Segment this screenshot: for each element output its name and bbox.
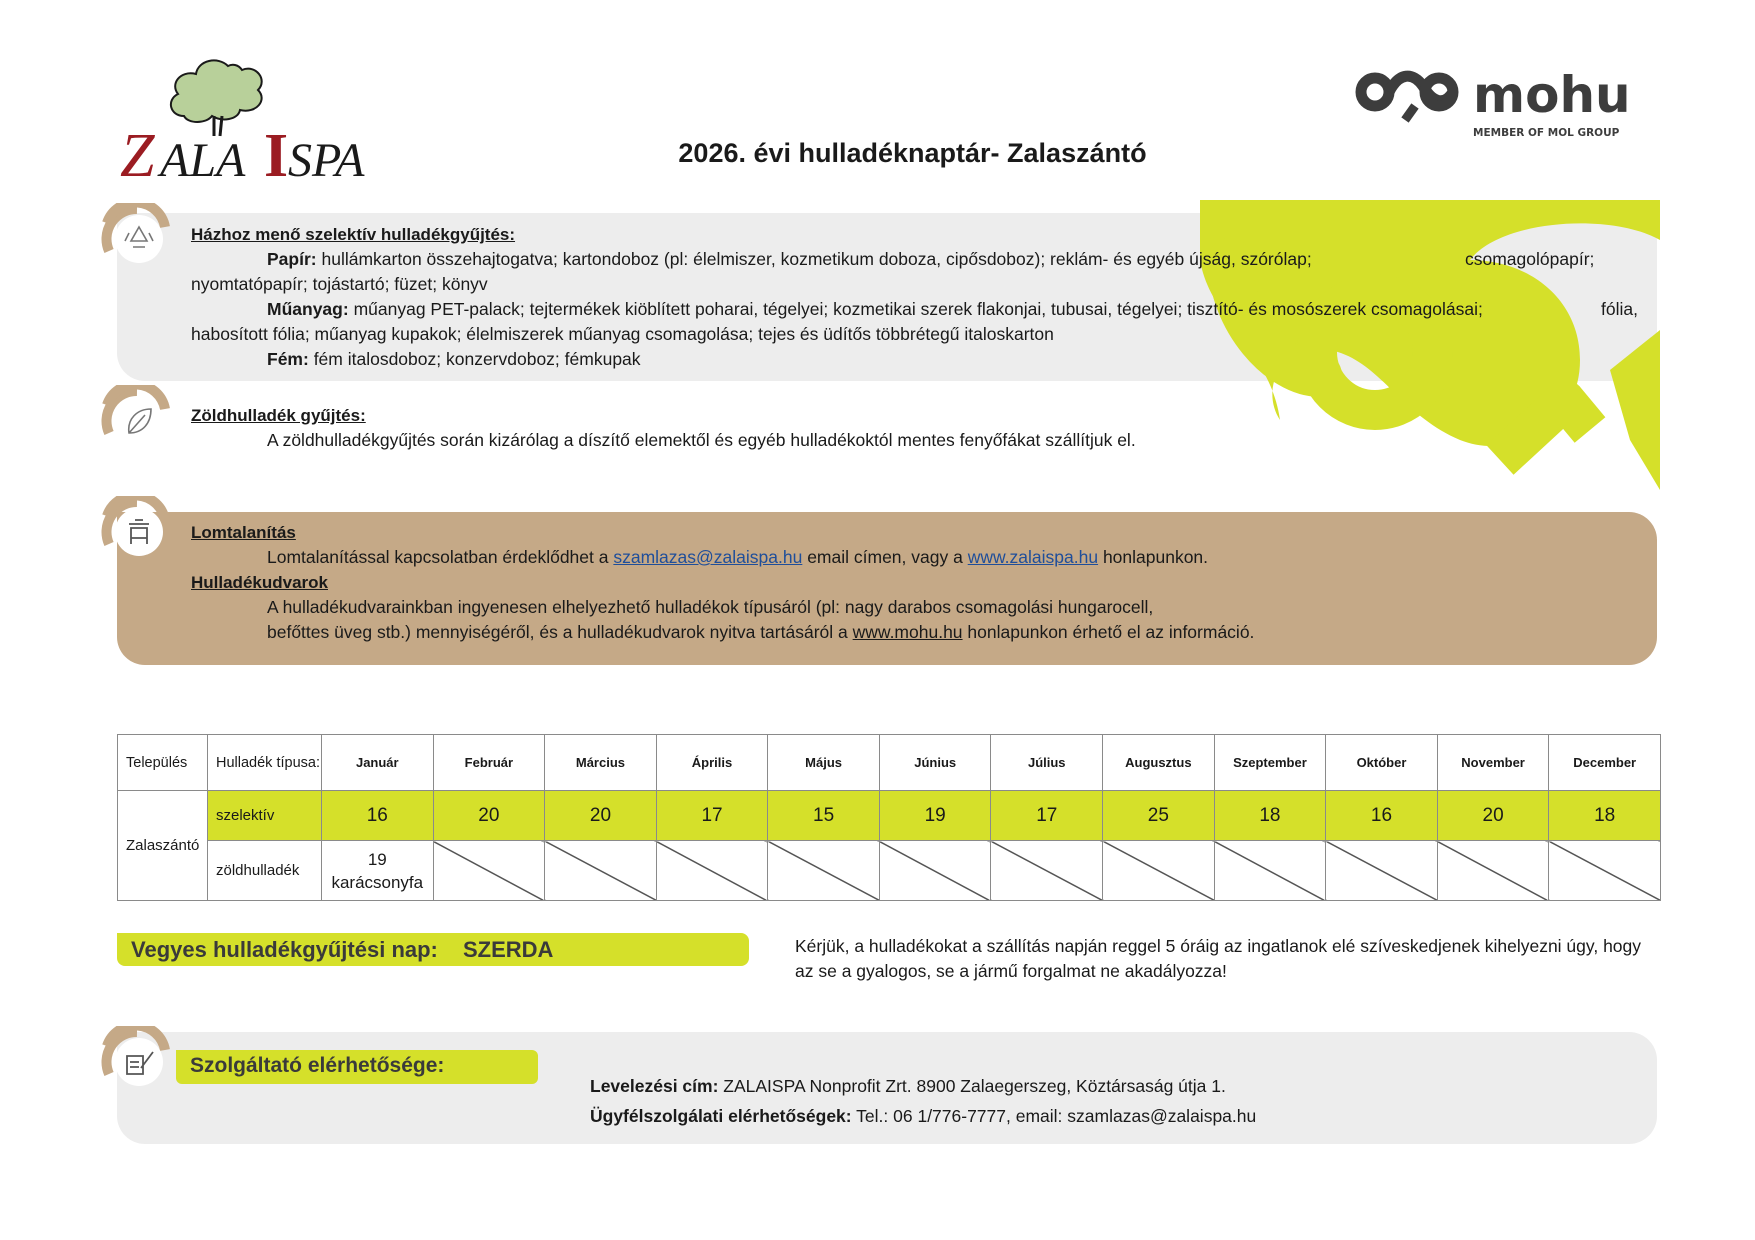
page-title: 2026. évi hulladéknaptár- Zalaszántó bbox=[678, 138, 1147, 168]
mohu-logo bbox=[1355, 60, 1645, 140]
svg-text:ALA: ALA bbox=[160, 134, 246, 186]
empty-cell bbox=[879, 841, 991, 901]
empty-cell bbox=[433, 841, 545, 901]
date-cell: 17 bbox=[656, 791, 768, 841]
bulky-text-middle: email címen, vagy a bbox=[807, 547, 963, 567]
bulky-line bbox=[191, 545, 1641, 570]
empty-cell bbox=[1103, 841, 1215, 901]
svg-text:Z: Z bbox=[120, 122, 155, 186]
empty-cell bbox=[545, 841, 657, 901]
address-value: ZALAISPA Nonprofit Zrt. 8900 Zalaegerszeg, Köztársaság útja 1. bbox=[723, 1076, 1226, 1096]
empty-cell bbox=[656, 841, 768, 901]
date-cell: 15 bbox=[768, 791, 880, 841]
paper-text: hullámkarton összehajtogatva; kartondoboz (pl: élelmiszer, kozmetikum doboza, cipősdoboz); reklám- és egyéb újság, szórólap; bbox=[321, 249, 1312, 269]
address-line bbox=[590, 1071, 1256, 1101]
date-cell: 16 bbox=[1326, 791, 1438, 841]
empty-cell bbox=[1549, 841, 1661, 901]
empty-cell bbox=[991, 841, 1103, 901]
plastic-text-end: fólia, bbox=[1601, 299, 1638, 319]
leaf-icon bbox=[101, 385, 173, 457]
service-value: Tel.: 06 1/776-7777, email: szamlazas@zalaispa.hu bbox=[856, 1106, 1257, 1126]
mixed-waste-day: SZERDA bbox=[463, 937, 554, 962]
mixed-waste-label: Vegyes hulladékgyűjtési nap: bbox=[131, 937, 438, 962]
month-header: Szeptember bbox=[1214, 735, 1326, 791]
bulky-section bbox=[191, 520, 1641, 645]
address-label: Levelezési cím: bbox=[590, 1076, 719, 1096]
metal-text: fém italosdoboz; konzervdoboz; fémkupak bbox=[313, 349, 641, 369]
month-header: Október bbox=[1326, 735, 1438, 791]
bulky-text-after: honlapunkon. bbox=[1102, 547, 1209, 567]
month-header: Január bbox=[322, 735, 434, 791]
selective-section bbox=[191, 222, 1641, 372]
month-header: Április bbox=[656, 735, 768, 791]
green-text: A zöldhulladékgyűjtés során kizárólag a díszítő elemektől és egyéb hulladékoktól mentes fenyőfákat szállítjuk el. bbox=[267, 430, 1136, 450]
month-header: Június bbox=[879, 735, 991, 791]
plastic-label: Műanyag: bbox=[267, 299, 349, 319]
date-cell: 17 bbox=[991, 791, 1103, 841]
month-header: Február bbox=[433, 735, 545, 791]
service-label: Ügyfélszolgálati elérhetőségek: bbox=[590, 1106, 852, 1126]
date-cell: 25 bbox=[1103, 791, 1215, 841]
empty-cell bbox=[1437, 841, 1549, 901]
table-row-selective bbox=[118, 791, 1661, 841]
empty-cell bbox=[768, 841, 880, 901]
waste-type-cell: szelektív bbox=[208, 791, 322, 841]
collection-calendar-table bbox=[117, 734, 1661, 901]
date-cell: 19 bbox=[879, 791, 991, 841]
date-cell: 20 bbox=[433, 791, 545, 841]
yards-text-before: befőttes üveg stb.) mennyiségéről, és a hulladékudvarok nyitva tartásáról a bbox=[267, 622, 848, 642]
metal-label: Fém: bbox=[267, 349, 309, 369]
month-header: Május bbox=[768, 735, 880, 791]
month-header: November bbox=[1437, 735, 1549, 791]
plastic-line-2: habosított fólia; műanyag kupakok; élelmiszerek műanyag csomagolása; tejes és üdítős többrétegű italoskarton bbox=[191, 324, 1054, 344]
svg-text:I: I bbox=[264, 122, 289, 186]
date-cell: 16 bbox=[322, 791, 434, 841]
month-header: Augusztus bbox=[1103, 735, 1215, 791]
metal-line bbox=[191, 347, 1641, 372]
date-cell: 20 bbox=[1437, 791, 1549, 841]
date-cell: 18 bbox=[1549, 791, 1661, 841]
date-cell: 19 karácsonyfa bbox=[322, 841, 434, 901]
green-heading: Zöldhulladék gyűjtés: bbox=[191, 406, 366, 425]
contact-heading: Szolgáltató elérhetősége: bbox=[190, 1054, 445, 1077]
recycle-icon bbox=[101, 203, 173, 275]
month-header: Július bbox=[991, 735, 1103, 791]
plastic-line bbox=[191, 297, 1641, 322]
svg-text:MEMBER OF MOL GROUP: MEMBER OF MOL GROUP bbox=[1473, 127, 1620, 139]
col-waste-type: Hulladék típusa: bbox=[208, 735, 322, 791]
table-row-green bbox=[118, 841, 1661, 901]
paper-text-end: csomagolópapír; bbox=[1465, 249, 1595, 269]
selective-heading: Házhoz menő szelektív hulladékgyűjtés: bbox=[191, 225, 516, 244]
mohu-website-link[interactable]: www.mohu.hu bbox=[852, 622, 963, 642]
contact-details bbox=[590, 1071, 1256, 1131]
furniture-icon bbox=[101, 496, 173, 568]
date-cell: 20 bbox=[545, 791, 657, 841]
bulky-heading: Lomtalanítás bbox=[191, 523, 296, 542]
plastic-text: műanyag PET-palack; tejtermékek kiöblített poharai, tégelyei; kozmetikai szerek flakonjai, tubusai, tégelyei; tisztító- és mosószerek csomagolásai; bbox=[353, 299, 1483, 319]
green-section bbox=[191, 403, 1291, 453]
email-link[interactable]: szamlazas@zalaispa.hu bbox=[613, 547, 803, 567]
zalaispa-website-link[interactable]: www.zalaispa.hu bbox=[967, 547, 1099, 567]
date-cell: 18 bbox=[1214, 791, 1326, 841]
empty-cell bbox=[1214, 841, 1326, 901]
yards-line-1: A hulladékudvarainkban ingyenesen elhelyezhető hulladékok típusáról (pl: nagy darabos csomagolási hungarocell, bbox=[267, 597, 1154, 617]
paper-line-2: nyomtatópapír; tojástartó; füzet; könyv bbox=[191, 274, 488, 294]
month-header: December bbox=[1549, 735, 1661, 791]
col-settlement: Település bbox=[118, 735, 208, 791]
svg-text:mohu: mohu bbox=[1473, 66, 1631, 124]
yards-text-after: honlapunkon érhető el az információ. bbox=[967, 622, 1255, 642]
paper-line bbox=[191, 247, 1641, 272]
yards-heading: Hulladékudvarok bbox=[191, 573, 328, 592]
paper-label: Papír: bbox=[267, 249, 317, 269]
yards-line-2 bbox=[191, 620, 1641, 645]
form-pen-icon bbox=[101, 1026, 173, 1098]
table-header-row bbox=[118, 735, 1661, 791]
month-header: Március bbox=[545, 735, 657, 791]
settlement-cell: Zalaszántó bbox=[118, 791, 208, 901]
placement-notice: Kérjük, a hulladékokat a szállítás napján reggel 5 óráig az ingatlanok elé szíveskedjenek kihelyezni úgy, hogy az se a gyalogos, se a jármű forgalmat ne akadályozza! bbox=[795, 936, 1642, 981]
bulky-text-before: Lomtalanítással kapcsolatban érdeklődhet a bbox=[267, 547, 609, 567]
svg-text:SPA: SPA bbox=[288, 134, 365, 186]
service-line bbox=[590, 1101, 1256, 1131]
empty-cell bbox=[1326, 841, 1438, 901]
waste-type-cell: zöldhulladék bbox=[208, 841, 322, 901]
